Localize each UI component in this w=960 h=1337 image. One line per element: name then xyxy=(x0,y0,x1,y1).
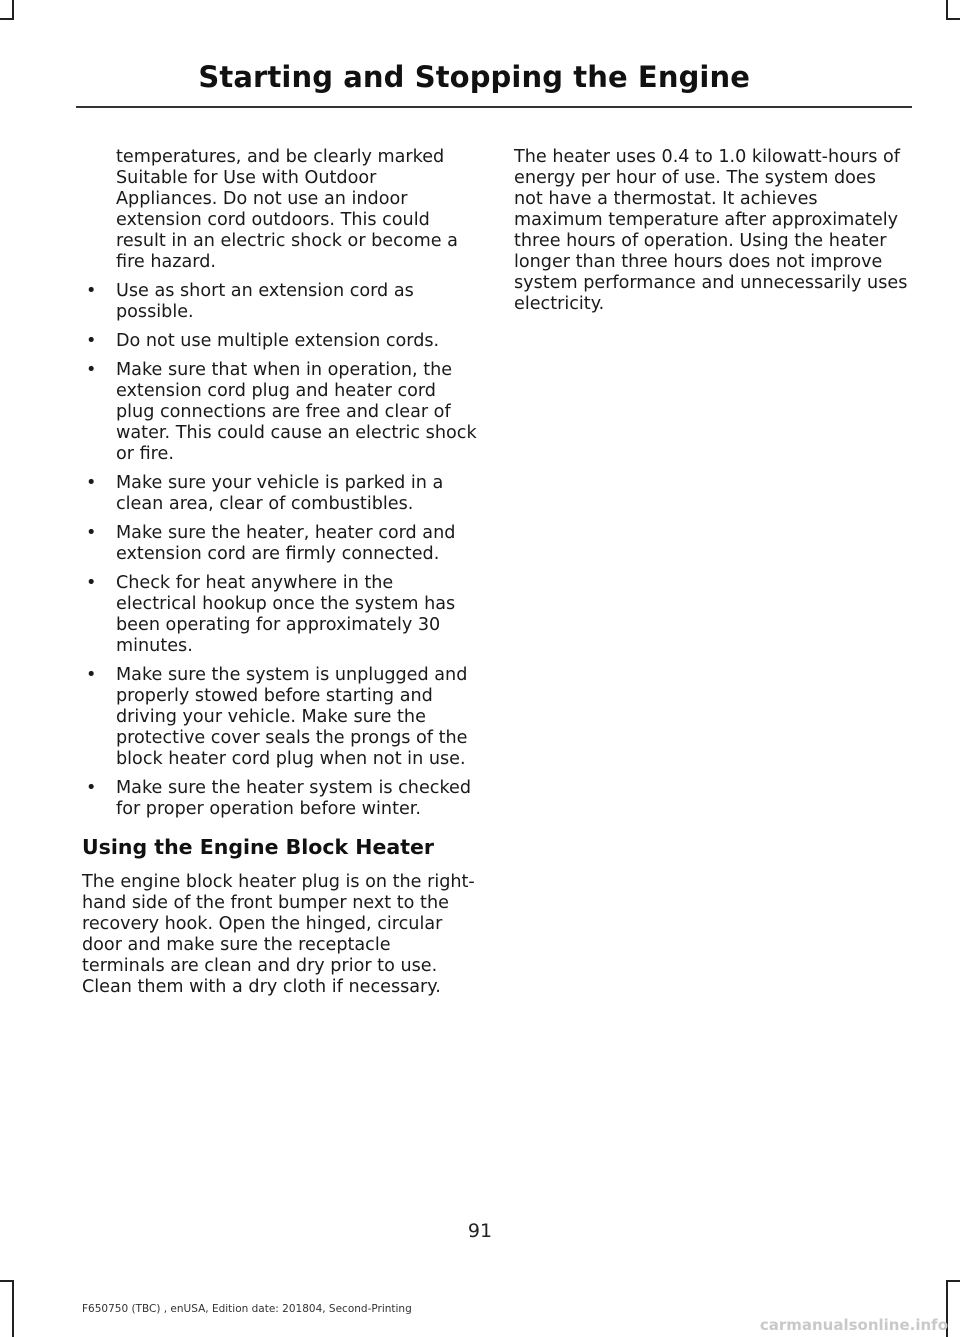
edition-note: F650750 (TBC) , enUSA, Edition date: 201804, Second-Printing xyxy=(82,1303,412,1315)
crop-mark-bottom-right-horizontal xyxy=(946,1280,960,1282)
bullet-marker: • xyxy=(86,473,97,493)
header-divider xyxy=(76,106,912,108)
crop-mark-bottom-left-vertical xyxy=(12,1280,14,1337)
bullet-item xyxy=(82,281,477,323)
section-heading: Using the Engine Block Heater xyxy=(82,835,435,859)
crop-mark-bottom-left-horizontal xyxy=(0,1280,14,1282)
crop-mark-top-left-vertical xyxy=(12,0,14,18)
bullet-text: Make sure that when in operation, the extension cord plug and heater cord plug connections are free and clear of water. This could cause an electric shock or fire. xyxy=(116,360,477,464)
bullet-text: Make sure your vehicle is parked in a clean area, clear of combustibles. xyxy=(116,473,444,514)
page-number: 91 xyxy=(467,1220,493,1242)
heater-energy-paragraph: The heater uses 0.4 to 1.0 kilowatt-hours of energy per hour of use. The system does not have a thermostat. It achieves maximum temperature after approximately three hours of operation. Using the heater longer than three hours does not improve system performance and unnecessarily uses electricity. xyxy=(514,147,908,314)
bullet-text: Make sure the system is unplugged and properly stowed before starting and driving your vehicle. Make sure the protective cover seals the prongs of the block heater cord plug when not in use. xyxy=(116,665,468,769)
safety-bullet-list xyxy=(82,281,477,820)
bullet-marker: • xyxy=(86,331,97,351)
watermark: carmanualsonline.info xyxy=(759,1316,948,1334)
bullet-item xyxy=(82,778,477,820)
bullet-text: Make sure the heater system is checked for proper operation before winter. xyxy=(116,778,472,819)
bullet-marker: • xyxy=(86,281,97,301)
bullet-marker: • xyxy=(86,573,97,593)
left-column xyxy=(82,147,477,998)
right-column xyxy=(514,147,910,315)
bullet-item xyxy=(82,473,477,515)
crop-mark-top-left-horizontal xyxy=(0,18,14,20)
bullet-marker: • xyxy=(86,665,97,685)
bullet-marker: • xyxy=(86,360,97,380)
section-paragraph: The engine block heater plug is on the right-hand side of the front bumper next to the recovery hook. Open the hinged, circular door and make sure the receptacle terminals are clean and dry prior to use. Clean them with a dry cloth if necessary. xyxy=(82,872,475,997)
bullet-item xyxy=(82,665,477,770)
bullet-marker: • xyxy=(86,523,97,543)
bullet-text: Do not use multiple extension cords. xyxy=(116,331,440,351)
bullet-item xyxy=(82,573,477,657)
bullet-text: Check for heat anywhere in the electrical hookup once the system has been operating for approximately 30 minutes. xyxy=(116,573,456,656)
bullet-marker: • xyxy=(86,778,97,798)
crop-mark-top-right-horizontal xyxy=(946,18,960,20)
bullet-text: Use as short an extension cord as possible. xyxy=(116,281,414,322)
continued-paragraph: temperatures, and be clearly marked Suitable for Use with Outdoor Appliances. Do not use an indoor extension cord outdoors. This could result in an electric shock or become a fire hazard. xyxy=(116,147,458,272)
crop-mark-top-right-vertical xyxy=(946,0,948,18)
bullet-item xyxy=(82,523,477,565)
page-title: Starting and Stopping the Engine xyxy=(198,60,750,94)
bullet-text: Make sure the heater, heater cord and extension cord are firmly connected. xyxy=(116,523,456,564)
bullet-item xyxy=(82,360,477,465)
bullet-item xyxy=(82,331,477,352)
